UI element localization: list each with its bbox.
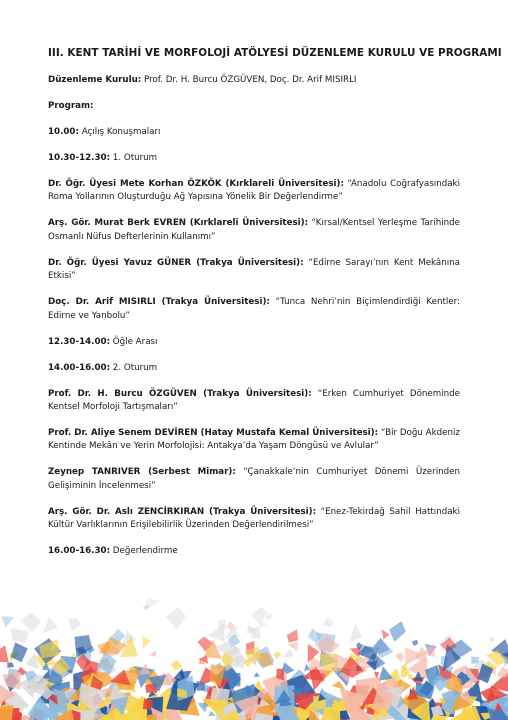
map-block-shape xyxy=(7,662,14,668)
entry-text: Değerlendirme xyxy=(110,546,178,557)
map-block-shape xyxy=(21,715,31,720)
entry-bold: Zeynep TANRIVER (Serbest Mimar): xyxy=(48,467,236,478)
entry-bold: Doç. Dr. Arif MISIRLI (Trakya Üniversitesi): xyxy=(48,297,270,308)
program-entry xyxy=(48,178,460,205)
program-entry xyxy=(48,257,460,284)
map-block-shape xyxy=(389,621,406,642)
program-entry xyxy=(48,388,460,415)
page-title: III. KENT TARİHİ VE MORFOLOJİ ATÖLYESİ DÜZENLEME KURULU VE PROGRAMI xyxy=(48,47,502,59)
entry-bold: 14.00-16.00: xyxy=(48,362,111,373)
map-block-shape xyxy=(11,642,28,662)
map-block-shape xyxy=(471,657,479,664)
entry-bold: Dr. Öğr. Üyesi Mete Korhan ÖZKÖK (Kırklareli Üniversitesi): xyxy=(48,179,344,189)
map-block-shape xyxy=(350,624,363,643)
map-block-shape xyxy=(197,703,208,713)
map-block-shape xyxy=(332,681,346,690)
map-block-shape xyxy=(288,642,298,652)
entry-text: “Enez-Tekirdağ Sahil Hattındaki Kültür Varlıklarının Erişilebilirlik Üzerinden Değerlendirilmesi” xyxy=(48,506,460,531)
map-block-shape xyxy=(129,666,137,673)
program-entry xyxy=(48,545,460,558)
map-block-shape xyxy=(395,652,404,662)
committee-label: Düzenleme Kurulu: xyxy=(48,75,142,85)
map-block-shape xyxy=(254,672,260,677)
entry-bold: 12.30-14.00: xyxy=(48,336,111,347)
map-block-shape xyxy=(0,705,13,720)
program-label-line xyxy=(48,100,460,113)
program-label: Program: xyxy=(48,101,94,111)
entry-text: “Edirne Sarayı’nın Kent Mekânına Etkisi” xyxy=(48,257,460,282)
map-block-shape xyxy=(287,629,298,642)
entry-bold: Prof. Dr. H. Burcu ÖZGÜVEN (Trakya Üniversitesi): xyxy=(48,388,312,399)
map-block-shape xyxy=(11,628,29,643)
map-block-shape xyxy=(42,617,58,633)
program-entry xyxy=(48,336,460,349)
map-block-shape xyxy=(266,613,273,619)
entry-text: “Tunca Nehri’nin Biçimlendirdiği Kentler: Edirne ve Yanbolu” xyxy=(48,297,460,321)
entry-bold: Dr. Öğr. Üyesi Yavuz GÜNER (Trakya Üniversitesi): xyxy=(48,257,304,268)
map-block-shape xyxy=(489,636,495,642)
map-block-shape xyxy=(145,598,161,610)
document-content xyxy=(48,47,502,571)
map-block-shape xyxy=(497,667,508,678)
map-block-shape xyxy=(250,607,267,625)
entry-text: 1. Oturum xyxy=(110,153,158,163)
program-entry xyxy=(48,296,460,323)
map-block-shape xyxy=(171,660,183,671)
map-block-shape xyxy=(283,649,294,657)
entry-text: “Kırsal/Kentsel Yerleşme Tarihinde Osmanlı Nüfus Defterlerinin Kullanımı” xyxy=(48,218,460,242)
map-block-shape xyxy=(143,699,153,710)
entry-text: Öğle Arası xyxy=(110,336,158,347)
program-entry xyxy=(48,506,460,533)
committee-members: Prof. Dr. H. Burcu ÖZGÜVEN, Doç. Dr. Arif MISIRLI xyxy=(144,75,357,85)
program-entry xyxy=(48,152,460,165)
entry-bold: 10.00: xyxy=(48,127,79,137)
map-block-shape xyxy=(382,629,390,640)
map-block-shape xyxy=(1,616,14,627)
map-block-shape xyxy=(25,653,39,669)
entry-bold: Arş. Gör. Murat Berk EVREN (Kırklareli Üniversitesi): xyxy=(48,218,309,229)
map-block-shape xyxy=(21,612,42,632)
entry-bold: Arş. Gör. Dr. Aslı ZENCİRKIRAN (Trakya Üniversitesi): xyxy=(48,506,317,517)
map-block-shape xyxy=(149,650,156,657)
entry-bold: 10.30-12.30: xyxy=(48,153,111,163)
entry-bold: 16.00-16.30: xyxy=(48,546,111,557)
entry-bold: Prof. Dr. Aliye Senem DEVİREN (Hatay Mustafa Kemal Üniversitesi): xyxy=(48,428,379,439)
entry-text: “Bir Doğu Akdeniz Kentinde Mekân ve Yerin Morfolojisi: Antakya’da Yaşam Döngüsü ve Avlular” xyxy=(48,428,460,452)
map-block-shape xyxy=(68,618,81,631)
program-entry xyxy=(48,427,460,454)
map-block-shape xyxy=(273,652,282,660)
map-block-shape xyxy=(0,645,9,662)
program-entry xyxy=(48,217,460,244)
entry-text: 2. Oturum xyxy=(110,362,158,373)
entry-text: Açılış Konuşmaları xyxy=(78,127,161,137)
map-block-shape xyxy=(322,617,334,627)
decorative-map-footer xyxy=(0,598,508,720)
entry-text: “Erken Cumhuriyet Döneminde Kentsel Morfoloji Tartışmaları” xyxy=(48,388,460,413)
map-block-shape xyxy=(143,636,151,649)
program-entry xyxy=(48,466,460,493)
entry-text: “Çanakkale’nin Cumhuriyet Dönemi Üzerinden Gelişiminin İncelenmesi” xyxy=(48,467,460,491)
map-block-shape xyxy=(412,640,418,646)
map-block-shape xyxy=(218,619,226,629)
program-entry xyxy=(48,362,460,375)
entry-text: “Anadolu Coğrafyasındaki Roma Yollarının Oluşturduğu Ağ Yapısına Yönelik Bir Değerlendirme” xyxy=(48,179,460,203)
map-mosaic-illustration xyxy=(0,598,508,720)
program-entry xyxy=(48,126,460,139)
map-block-shape xyxy=(3,672,21,689)
map-block-shape xyxy=(166,608,186,630)
committee-line xyxy=(48,74,460,87)
